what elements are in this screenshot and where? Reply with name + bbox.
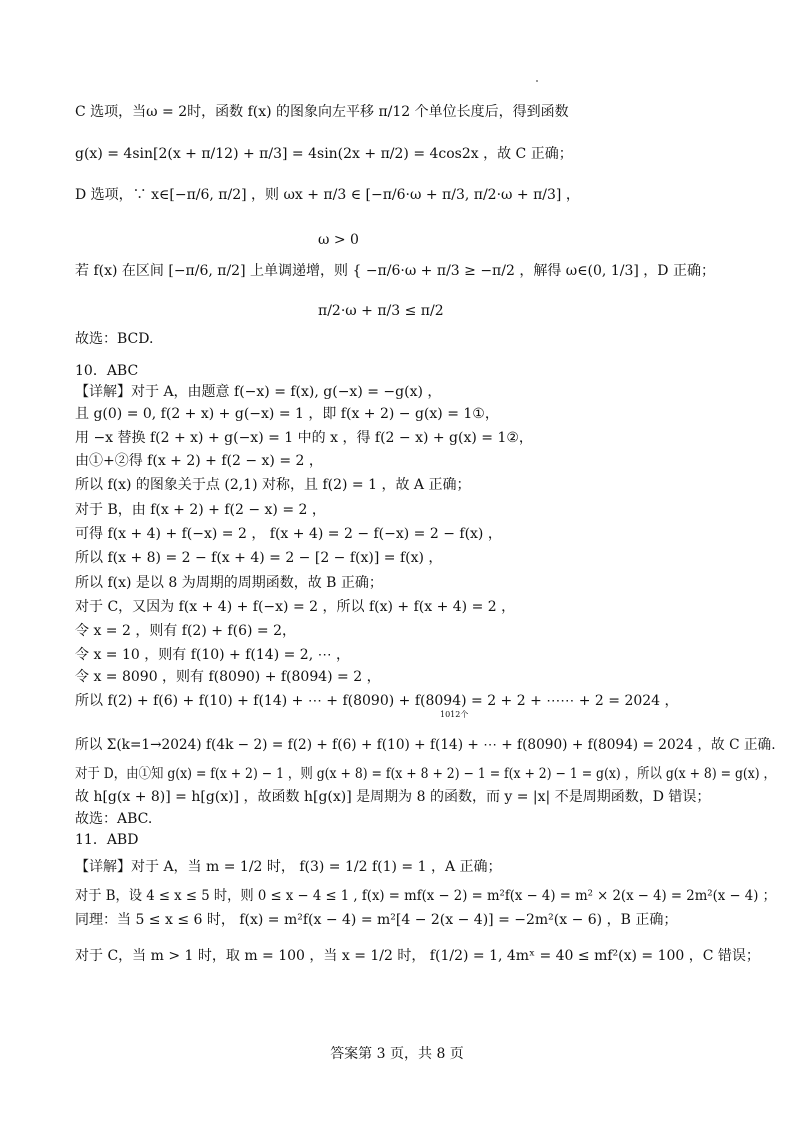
text-line: 【详解】对于 A，由题意 f(−x) = f(x), g(−x) = −g(x) ， [75,384,442,400]
text-line: 所以 f(x) 的图象关于点 (2,1) 对称，且 f(2) = 1 ，故 A 正确； [75,477,471,493]
text-line: π/2·ω + π/3 ≤ π/2 [318,303,444,319]
text-line: 令 x = 2 ，则有 f(2) + f(6) = 2， [75,623,296,639]
brace-annotation: 1012个 [440,710,469,719]
text-line: 同理：当 5 ≤ x ≤ 6 时， f(x) = m²f(x − 4) = m²[4 − 2(x − 4)] = −2m²(x − 6) ，B 正确； [75,912,678,928]
text-line: 对于 B，由 f(x + 2) + f(2 − x) = 2 ， [75,502,326,518]
text-line: 令 x = 10 ，则有 f(10) + f(14) = 2, ⋯ ， [75,647,351,663]
text-line: 对于 C，当 m > 1 时，取 m = 100 ，当 x = 1/2 时， f(1/2) = 1, 4mˣ = 40 ≤ mf²(x) = 100 ，C 错误； [75,948,760,964]
text-line: 所以 f(x + 8) = 2 − f(x + 4) = 2 − [2 − f(x)] = f(x) ， [75,550,443,566]
text-line: C 选项，当ω = 2时，函数 f(x) 的图象向左平移 π/12 个单位长度后，得到函数 [75,104,569,120]
text-line: 故 h[g(x + 8)] = h[g(x)] ，故函数 h[g(x)] 是周期为 8 的函数，而 y = |x| 不是周期函数，D 错误； [75,789,711,805]
text-line: 对于 B，设 4 ≤ x ≤ 5 时，则 0 ≤ x − 4 ≤ 1 , f(x) = mf(x − 2) = m²f(x − 4) = m² × 2(x − 4) = 2m²(x − 4) ； [75,888,776,904]
question-number: 10．ABC [75,363,139,379]
text-line: 用 −x 替换 f(2 + x) + g(−x) = 1 中的 x ，得 f(2 − x) + g(x) = 1②， [75,430,533,446]
page-footer: 答案第 3 页，共 8 页 [330,1046,464,1062]
text-line: 所以 f(2) + f(6) + f(10) + f(14) + ⋯ + f(8090) + f(8094) = 2 + 2 + ⋯⋯ + 2 = 2024 ， [75,693,679,709]
text-line: 且 g(0) = 0, f(2 + x) + g(−x) = 1 ，即 f(x + 2) − g(x) = 1①， [75,406,499,422]
question-number: 11．ABD [75,832,139,848]
text-line: 所以 f(x) 是以 8 为周期的周期函数，故 B 正确； [75,575,383,591]
text-line: 若 f(x) 在区间 [−π/6, π/2] 上单调递增，则 { −π/6·ω + π/3 ≥ −π/2 ，解得 ω∈(0, 1/3] ，D 正确； [75,263,715,279]
scan-speck [536,80,538,82]
text-line: ω > 0 [318,232,359,248]
text-line: 【详解】对于 A，当 m = 1/2 时， f(3) = 1/2 f(1) = 1 ，A 正确； [75,859,502,875]
text-line: 故选：ABC. [75,811,153,827]
text-line: D 选项，∵ x∈[−π/6, π/2] ，则 ωx + π/3 ∈ [−π/6·ω + π/3, π/2·ω + π/3] ， [75,187,580,203]
text-line: 令 x = 8090 ，则有 f(8090) + f(8094) = 2 ， [75,669,381,685]
text-line: 可得 f(x + 4) + f(−x) = 2 ， f(x + 4) = 2 − f(−x) = 2 − f(x) ， [75,526,502,542]
text-line: 对于 C，又因为 f(x + 4) + f(−x) = 2 ，所以 f(x) + f(x + 4) = 2 ， [75,599,516,615]
text-line: 所以 Σ(k=1→2024) f(4k − 2) = f(2) + f(6) + f(10) + f(14) + ⋯ + f(8090) + f(8094) = 2024 ，故 C 正确. [75,737,776,753]
text-line: 故选：BCD. [75,331,154,347]
text-line: 对于 D，由①知 g(x) = f(x + 2) − 1 ，则 g(x + 8) = f(x + 8 + 2) − 1 = f(x + 2) − 1 = g(x) ，所以 g(x + 8) = g(x) ， [75,766,776,782]
text-line: g(x) = 4sin[2(x + π/12) + π/3] = 4sin(2x + π/2) = 4cos2x ，故 C 正确； [75,146,573,162]
text-line: 由①+②得 f(x + 2) + f(2 − x) = 2 ， [75,453,323,469]
